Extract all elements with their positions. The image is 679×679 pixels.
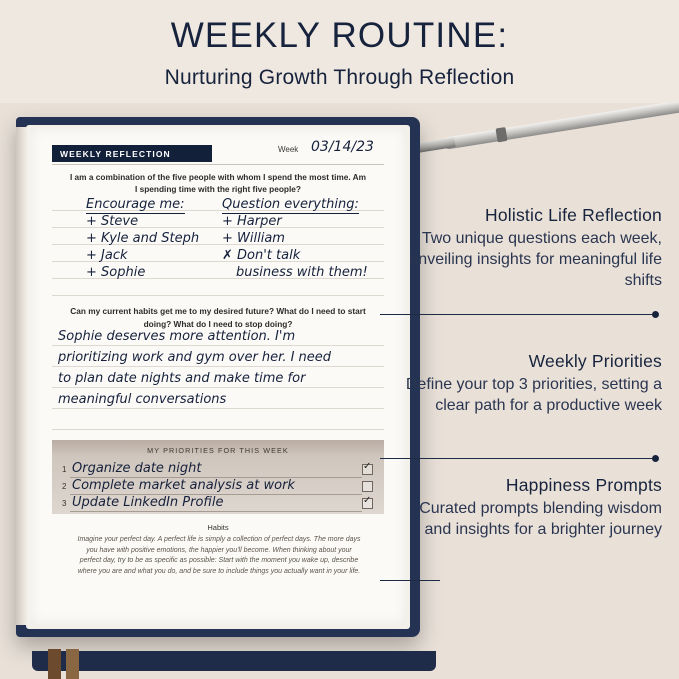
habits-body: Imagine your perfect day. A perfect life is simply a collection of perfect days. The more days you have with positive emotions, the happier you'll become. When thinking about your perfect day, try to be as specific as possible: Start with the moment you wake up, describe where you are and what you do, and be sure to include things you actually want in your life. — [77, 536, 361, 575]
encourage-item: + Jack — [86, 248, 128, 263]
annotation-body: Two unique questions each week, unveiling insights for meaningful life shifts — [409, 230, 662, 289]
page-header — [0, 0, 679, 103]
question-item: + Harper — [222, 214, 282, 229]
annotation-title: Weekly Priorities — [528, 351, 662, 371]
page-subtitle: Nurturing Growth Through Reflection — [164, 66, 515, 89]
rule-line — [52, 408, 384, 409]
pen-illustration — [404, 103, 679, 161]
annotation-title: Happiness Prompts — [505, 475, 662, 495]
annotation-happiness-prompts — [400, 475, 662, 540]
encourage-item: + Steve — [86, 214, 139, 229]
journal-book — [16, 117, 420, 637]
pen-band — [495, 127, 507, 142]
annotation-body: Define your top 3 priorities, setting a clear path for a productive week — [405, 376, 662, 414]
priority-number: 3 — [62, 499, 67, 508]
priority-row[interactable] — [62, 479, 374, 495]
priorities-box — [52, 440, 384, 514]
week-label: Week — [278, 145, 299, 154]
question-item: + William — [222, 231, 285, 246]
priority-checkbox[interactable] — [362, 498, 373, 509]
priority-row[interactable] — [62, 496, 374, 512]
column-heading-encourage: Encourage me: — [86, 197, 185, 212]
annotation-title: Holistic Life Reflection — [485, 205, 662, 225]
annotation-holistic-life-reflection — [400, 205, 662, 291]
encourage-item: + Sophie — [86, 265, 146, 280]
habits-title: Habits — [207, 523, 229, 532]
bookmark-ribbon — [48, 649, 61, 679]
bookmark-ribbon-secondary — [66, 649, 79, 679]
product-photo — [0, 103, 679, 679]
answer-line: meaningful conversations — [58, 392, 227, 407]
annotation-weekly-priorities — [400, 351, 662, 416]
leader-line — [380, 314, 655, 315]
question-two: Can my current habits get me to my desired future? What do I need to start doing? What do I need to stop doing? — [70, 306, 366, 329]
priority-row[interactable] — [62, 462, 374, 478]
question-one: I am a combination of the five people with whom I spend the most time. Am I spending time with the right five people? — [69, 172, 367, 194]
rule-line — [52, 387, 384, 388]
pen-body — [444, 103, 679, 150]
week-date: 03/14/23 — [311, 139, 374, 155]
section-label: WEEKLY REFLECTION — [60, 149, 171, 159]
journal-cover-bottom — [32, 651, 436, 671]
page-title: WEEKLY ROUTINE: — [170, 16, 509, 55]
header-divider — [52, 164, 384, 165]
encourage-item: + Kyle and Steph — [86, 231, 200, 246]
priorities-title: MY PRIORITIES FOR THIS WEEK — [147, 446, 289, 455]
leader-line — [380, 580, 440, 581]
annotation-body: Curated prompts blending wisdom and insights for a brighter journey — [419, 500, 662, 538]
leader-line — [380, 458, 655, 459]
priority-number: 2 — [62, 482, 67, 491]
priority-number: 1 — [62, 465, 67, 474]
answer-line: to plan date nights and make time for — [58, 371, 306, 386]
answer-line: Sophie deserves more attention. I'm — [58, 329, 296, 344]
answer-line: prioritizing work and gym over her. I need — [58, 350, 332, 365]
rule-line — [52, 366, 384, 367]
journal-page — [30, 127, 406, 625]
priority-text: Update LinkedIn Profile — [72, 495, 224, 510]
question-item: business with them! — [236, 265, 368, 280]
rule-line — [52, 295, 384, 296]
priority-checkbox[interactable] — [362, 481, 373, 492]
priority-checkbox[interactable] — [362, 464, 373, 475]
question-item: ✗ Don't talk — [222, 248, 301, 263]
section-label-bar — [52, 145, 212, 162]
leader-dot — [652, 455, 659, 462]
priority-rule — [70, 511, 362, 512]
leader-dot — [652, 311, 659, 318]
priority-text: Organize date night — [72, 461, 202, 476]
column-heading-question: Question everything: — [222, 197, 359, 212]
rule-line — [52, 429, 384, 430]
priority-text: Complete market analysis at work — [72, 478, 295, 493]
rule-line — [52, 345, 384, 346]
